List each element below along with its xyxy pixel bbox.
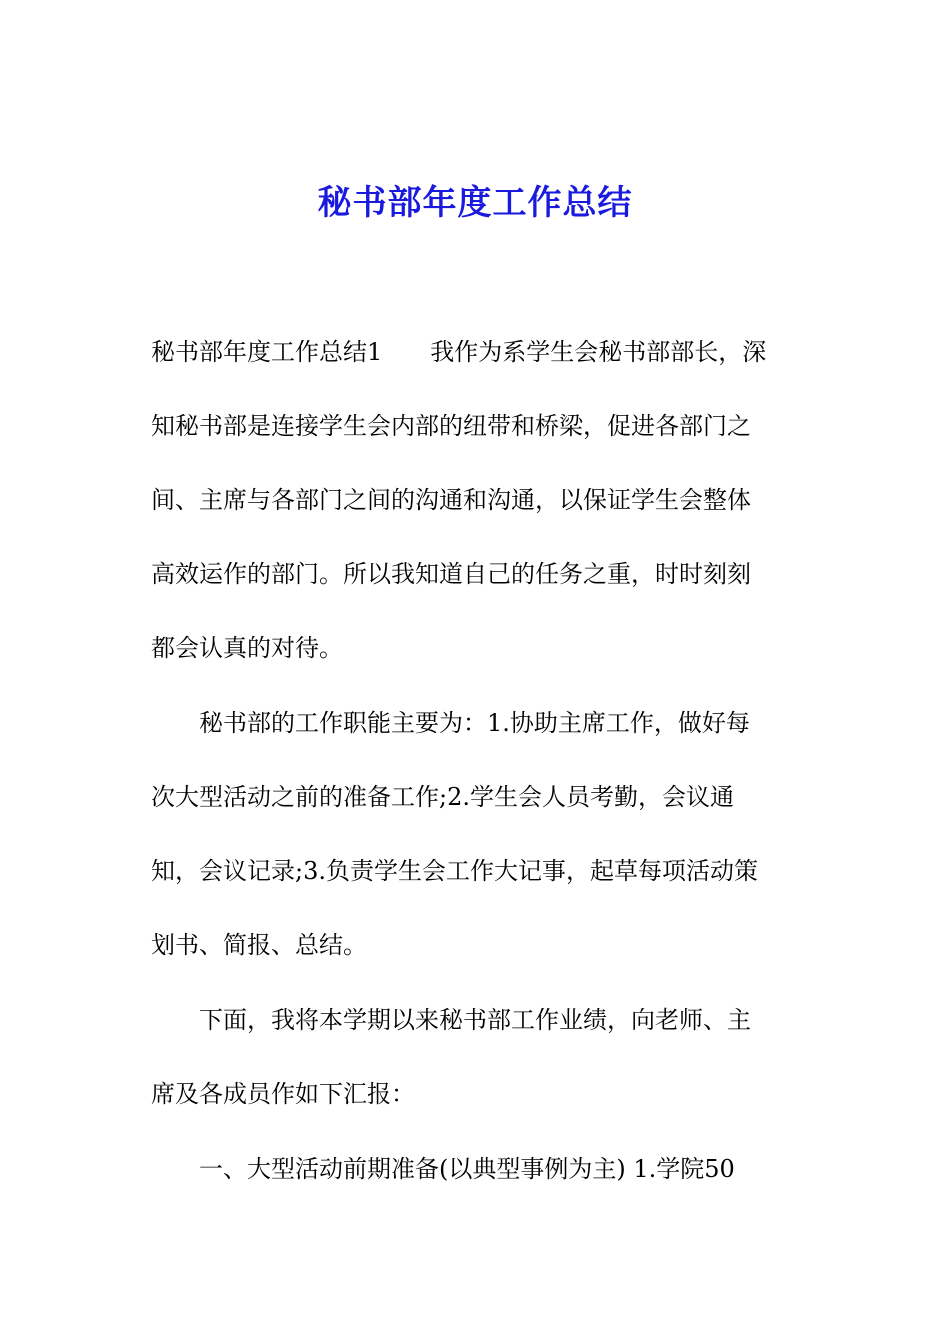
body-line: 划书、简报、总结。 (151, 931, 367, 959)
document-title: 秘书部年度工作总结 (317, 183, 633, 223)
body-line: 知秘书部是连接学生会内部的纽带和桥梁，促进各部门之 (151, 412, 751, 440)
body-line: 间、主席与各部门之间的沟通和沟通，以保证学生会整体 (151, 486, 751, 514)
body-line: 高效运作的部门。所以我知道自己的任务之重，时时刻刻 (151, 560, 751, 588)
body-line: 席及各成员作如下汇报： (151, 1080, 415, 1108)
body-line: 秘书部年度工作总结1 我作为系学生会秘书部部长，深 (151, 338, 767, 366)
body-line: 知，会议记录;3.负责学生会工作大记事，起草每项活动策 (151, 857, 758, 885)
body-line: 一、大型活动前期准备(以典型事例为主) 1.学院50 (151, 1155, 735, 1183)
body-line: 都会认真的对待。 (151, 634, 343, 662)
body-line: 次大型活动之前的准备工作;2.学生会人员考勤，会议通 (151, 783, 734, 811)
body-line: 下面，我将本学期以来秘书部工作业绩，向老师、主 (151, 1006, 751, 1034)
body-line: 秘书部的工作职能主要为：1.协助主席工作，做好每 (151, 709, 750, 737)
